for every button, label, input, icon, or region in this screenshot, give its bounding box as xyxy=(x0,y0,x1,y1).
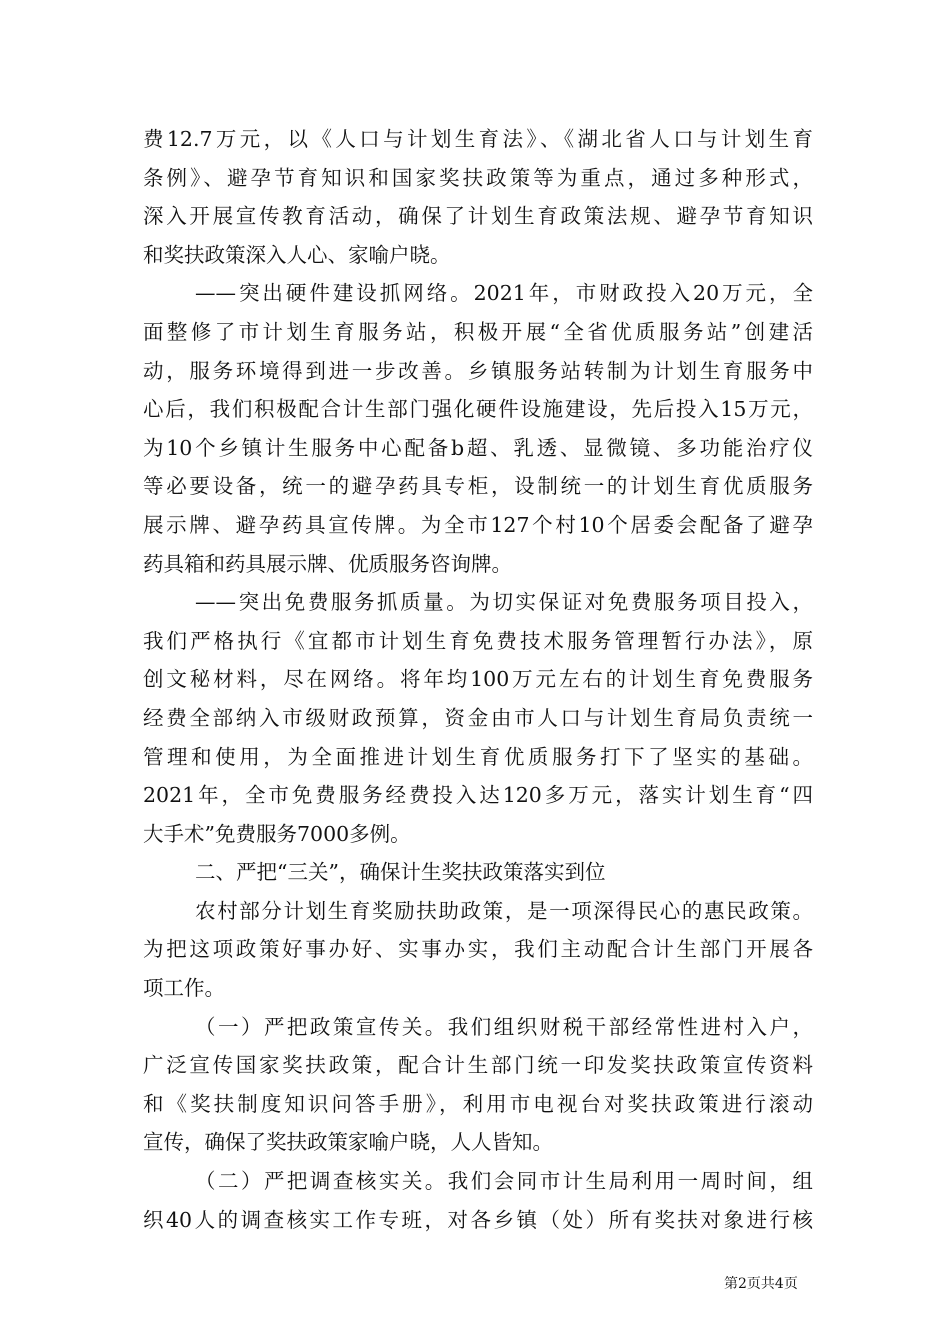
text-line: 展示牌、避孕药具宣传牌。为全市127个村10个居委会配备了避孕 xyxy=(143,512,813,537)
text-line: 2021年，全市免费服务经费投入达120多万元，落实计划生育“四 xyxy=(143,783,813,808)
text-line: （二）严把调查核实关。我们会同市计生局利用一周时间，组 xyxy=(195,1169,813,1194)
text-line: 为把这项政策好事办好、实事办实，我们主动配合计生部门开展各 xyxy=(143,937,813,962)
text-line: 农村部分计划生育奖励扶助政策，是一项深得民心的惠民政策。 xyxy=(195,898,813,923)
text-line: 面整修了市计划生育服务站，积极开展“全省优质服务站”创建活 xyxy=(143,319,813,344)
text-line: 费12.7万元，以《人口与计划生育法》、《湖北省人口与计划生育 xyxy=(143,127,813,151)
text-line: 织40人的调查核实工作专班，对各乡镇（处）所有奖扶对象进行核 xyxy=(143,1207,813,1232)
text-line: 动，服务环境得到进一步改善。乡镇服务站转制为计划生育服务中 xyxy=(143,358,813,383)
text-line: 我们严格执行《宜都市计划生育免费技术服务管理暂行办法》，原 xyxy=(143,628,813,653)
text-line: 和《奖扶制度知识问答手册》，利用市电视台对奖扶政策进行滚动 xyxy=(143,1091,813,1116)
text-line: 项工作。 xyxy=(143,976,225,1001)
text-line: 创文秘材料，尽在网络。将年均100万元左右的计划生育免费服务 xyxy=(143,667,813,692)
text-line: 药具箱和药具展示牌、优质服务咨询牌。 xyxy=(143,551,512,576)
text-line: 心后，我们积极配合计生部门强化硬件设施建设，先后投入15万元， xyxy=(143,397,813,422)
text-line: ——突出硬件建设抓网络。2021年，市财政投入20万元，全 xyxy=(195,281,813,306)
text-line: 广泛宣传国家奖扶政策，配合计生部门统一印发奖扶政策宣传资料 xyxy=(143,1053,813,1078)
text-line: 为10个乡镇计生服务中心配备b超、乳透、显微镜、多功能治疗仪 xyxy=(143,435,813,460)
text-line: ——突出免费服务抓质量。为切实保证对免费服务项目投入， xyxy=(195,590,813,615)
document-body xyxy=(143,120,813,1239)
text-line: 经费全部纳入市级财政预算，资金由市人口与计划生育局负责统一 xyxy=(143,705,813,730)
text-line: （一）严把政策宣传关。我们组织财税干部经常性进村入户， xyxy=(195,1014,813,1039)
text-line: 和奖扶政策深入人心、家喻户晓。 xyxy=(143,242,451,267)
text-line: 管理和使用，为全面推进计划生育优质服务打下了坚实的基础。 xyxy=(143,744,813,769)
text-line: 等必要设备，统一的避孕药具专柜，设制统一的计划生育优质服务 xyxy=(143,474,813,499)
text-line: 条例》、避孕节育知识和国家奖扶政策等为重点，通过多种形式， xyxy=(143,165,813,190)
text-line: 大手术”免费服务7000多例。 xyxy=(143,821,411,846)
page-number: 第2页共4页 xyxy=(724,1276,798,1292)
text-line: 二、严把“三关”，确保计生奖扶政策落实到位 xyxy=(195,860,606,885)
text-line: 宣传，确保了奖扶政策家喻户晓，人人皆知。 xyxy=(143,1130,553,1155)
text-line: 深入开展宣传教育活动，确保了计划生育政策法规、避孕节育知识 xyxy=(143,204,813,229)
